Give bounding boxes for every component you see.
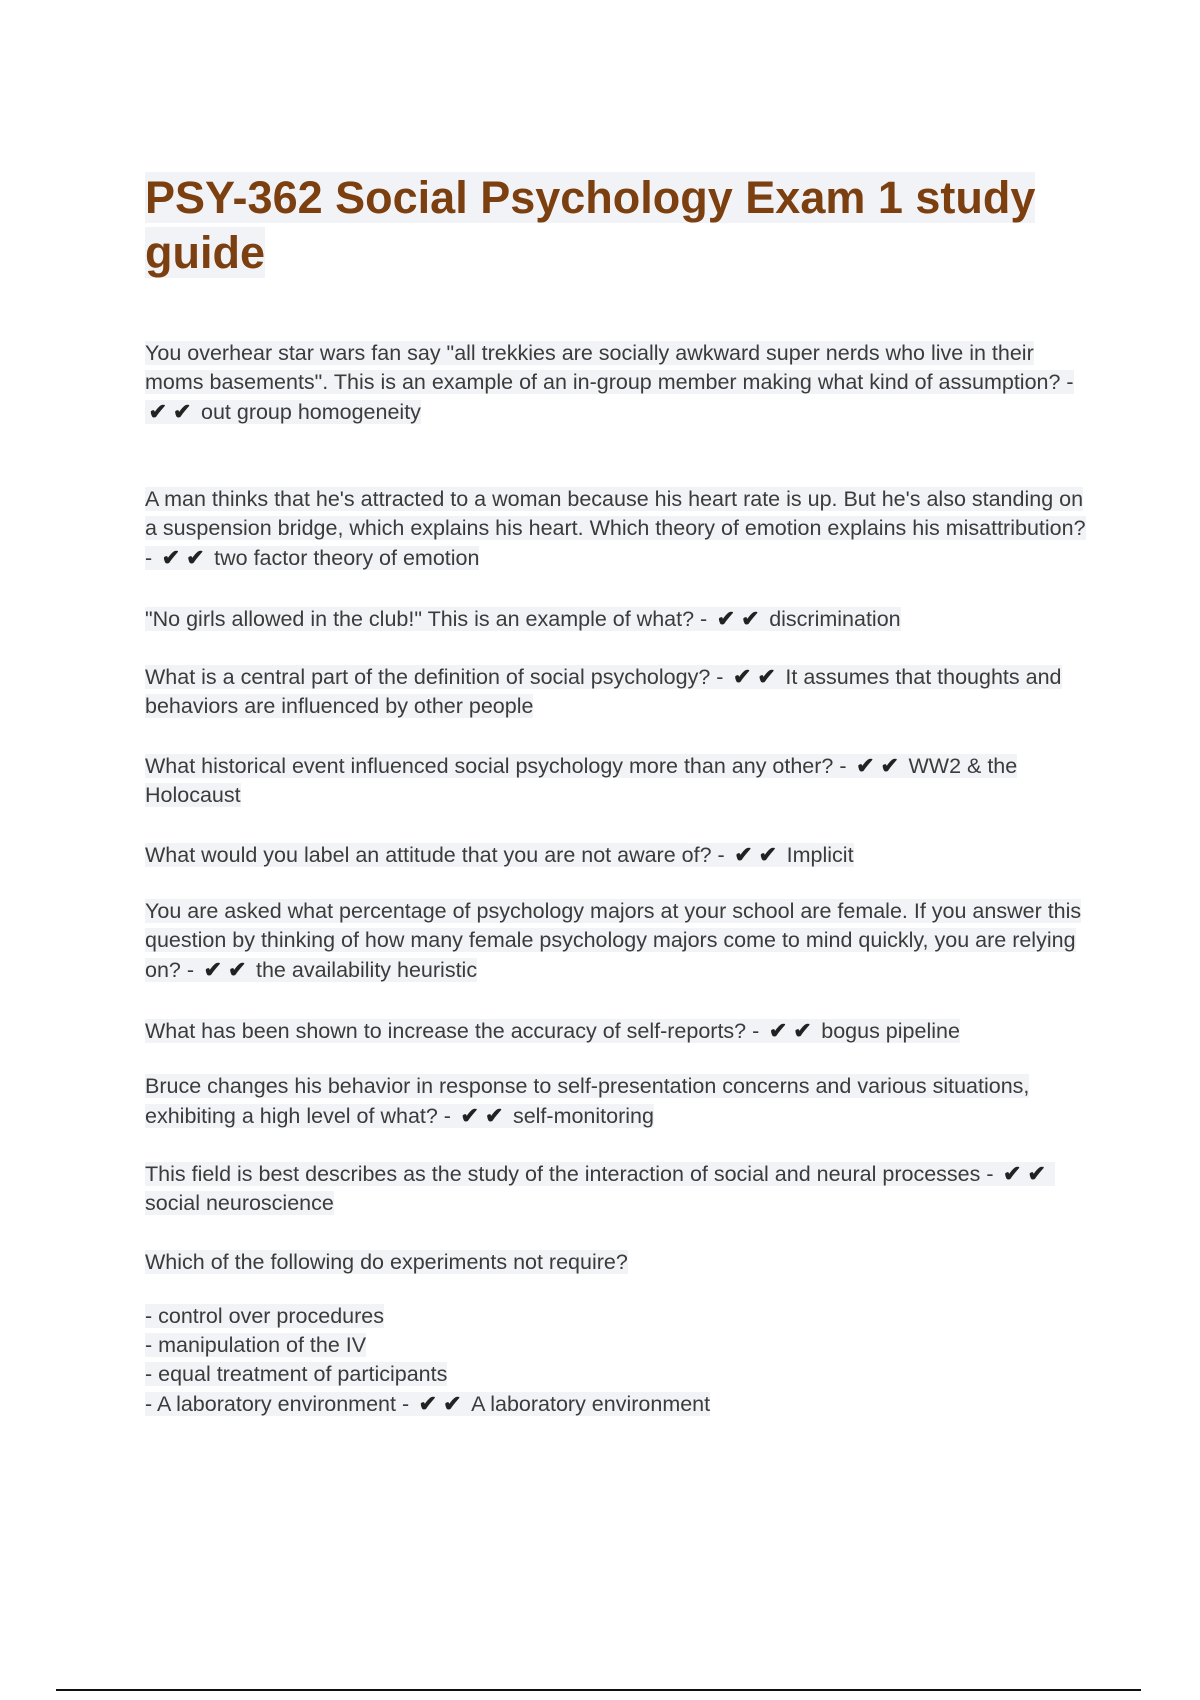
double-checkmark-icon: ✔✔ — [734, 842, 784, 867]
qa-item — [145, 339, 1090, 427]
answer-text: two factor theory of emotion — [214, 546, 480, 570]
answer-text: It assumes that thoughts and behaviors are influenced by other people — [145, 665, 1062, 718]
question-text: What is a central part of the definition of social psychology? - — [145, 665, 724, 689]
question-text: You overhear star wars fan say "all trekkies are socially awkward super nerds who live in their moms basements". This is an example of an in-group member making what kind of assumption? - — [145, 341, 1074, 394]
double-checkmark-icon: ✔✔ — [148, 399, 198, 424]
option-item: - A laboratory environment - — [145, 1392, 410, 1416]
qa-item — [145, 840, 1090, 870]
answer-text: A laboratory environment — [471, 1392, 711, 1416]
qa-item-last-question — [145, 1248, 1090, 1277]
option-item: - manipulation of the IV — [145, 1333, 367, 1357]
question-text: What has been shown to increase the accuracy of self-reports? - — [145, 1019, 760, 1043]
qa-item — [145, 485, 1090, 573]
qa-item — [145, 1072, 1090, 1131]
question-text: A man thinks that he's attracted to a woman because his heart rate is up. But he's also standing on a suspension bridge, which explains his heart. Which theory of emotion explains his misattribution? - — [145, 487, 1086, 570]
question-text: Which of the following do experiments not require? — [145, 1250, 628, 1274]
question-text: "No girls allowed in the club!" This is an example of what? - — [145, 607, 708, 631]
qa-item — [145, 751, 1090, 810]
answer-text: the availability heuristic — [256, 958, 478, 982]
answer-text: out group homogeneity — [201, 400, 421, 424]
double-checkmark-icon: ✔✔ — [732, 664, 782, 689]
qa-item — [145, 1016, 1090, 1046]
double-checkmark-icon: ✔✔ — [203, 957, 253, 982]
page-bottom-rule — [56, 1689, 1141, 1691]
double-checkmark-icon: ✔✔ — [460, 1103, 510, 1128]
document-title: PSY-362 Social Psychology Exam 1 study guide — [145, 172, 1036, 278]
double-checkmark-icon: ✔✔ — [418, 1391, 468, 1416]
qa-item — [145, 1159, 1090, 1218]
question-text: What would you label an attitude that you are not aware of? - — [145, 843, 725, 867]
answer-text: social neuroscience — [145, 1191, 334, 1215]
double-checkmark-icon: ✔✔ — [716, 606, 766, 631]
qa-item — [145, 604, 1090, 634]
qa-item — [145, 897, 1090, 985]
question-text: You are asked what percentage of psychology majors at your school are female. If you answer this question by thinking of how many female psychology majors come to mind quickly, you are relying on? - — [145, 899, 1082, 982]
answer-text: WW2 & the Holocaust — [145, 754, 1018, 807]
qa-item-options — [145, 1302, 1090, 1419]
qa-item — [145, 662, 1090, 721]
answer-text: discrimination — [769, 607, 901, 631]
question-text: Bruce changes his behavior in response to self-presentation concerns and various situations, exhibiting a high level of what? - — [145, 1074, 1030, 1128]
option-item: - equal treatment of participants — [145, 1362, 448, 1386]
double-checkmark-icon: ✔✔ — [161, 545, 211, 570]
question-text: What historical event influenced social psychology more than any other? - — [145, 754, 847, 778]
double-checkmark-icon: ✔✔ — [1003, 1161, 1052, 1186]
answer-text: Implicit — [786, 843, 854, 867]
double-checkmark-icon: ✔✔ — [856, 753, 905, 778]
answer-text: self-monitoring — [512, 1104, 654, 1128]
question-text: This field is best describes as the study of the interaction of social and neural processes - — [145, 1162, 994, 1186]
answer-text: bogus pipeline — [821, 1019, 960, 1043]
option-item: - control over procedures — [145, 1304, 384, 1328]
double-checkmark-icon: ✔✔ — [768, 1018, 818, 1043]
